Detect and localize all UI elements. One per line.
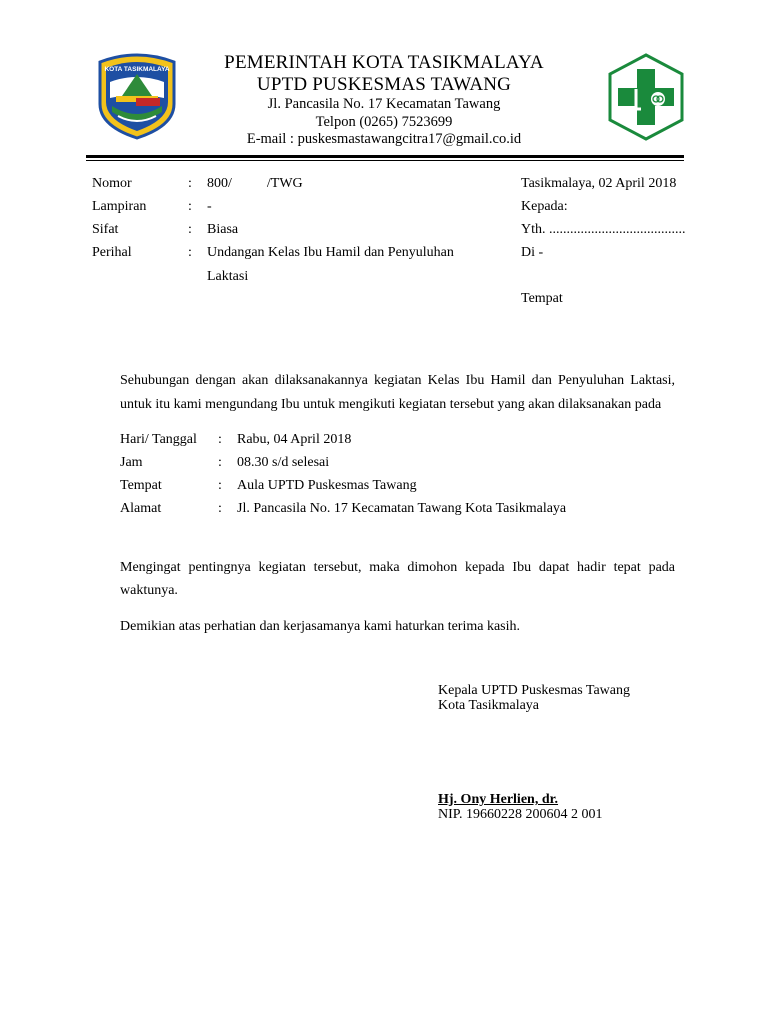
detail-label-jam: Jam	[120, 455, 143, 470]
signature-title-line1: Kepala UPTD Puskesmas Tawang	[438, 683, 631, 698]
body-para1-line2: untuk itu kami mengundang Ibu untuk mengikuti kegiatan tersebut yang akan dilaksanakan pada	[120, 397, 662, 412]
body-para2-line1: Mengingat pentingnya kegiatan tersebut, maka dimohon kepada Ibu dapat hadir tepat pada	[120, 560, 675, 575]
signatory-name: Hj. Ony Herlien, dr.	[438, 792, 559, 807]
field-value-perihal-cont: Laktasi	[207, 269, 249, 284]
detail-label-alamat: Alamat	[120, 501, 162, 516]
detail-sep-alamat: :	[218, 501, 222, 516]
detail-value-hari: Rabu, 04 April 2018	[237, 432, 352, 447]
letterhead-divider-thick	[86, 155, 684, 158]
field-value-perihal: Undangan Kelas Ibu Hamil dan Penyuluhan	[207, 245, 454, 260]
field-sep-perihal: :	[188, 245, 192, 260]
field-sep-sifat: :	[188, 222, 192, 237]
body-para3: Demikian atas perhatian dan kerjasamanya kami haturkan terima kasih.	[120, 619, 521, 634]
recipient-tempat: Tempat	[521, 291, 563, 306]
letterhead-line2: UPTD PUSKESMAS TAWANG	[256, 74, 512, 95]
detail-label-tempat: Tempat	[120, 478, 162, 493]
detail-label-hari: Hari/ Tanggal	[120, 432, 197, 447]
svg-text:KOTA TASIKMALAYA: KOTA TASIKMALAYA	[104, 66, 170, 73]
field-value-lampiran: -	[207, 199, 212, 214]
body-para1-line1: Sehubungan dengan akan dilaksanakannya kegiatan Kelas Ibu Hamil dan Penyuluhan Laktasi,	[120, 373, 675, 388]
recipient-line: Yth. .......................................	[521, 222, 686, 237]
letterhead-phone: Telpon (0265) 7523699	[315, 114, 453, 130]
signatory-nip: NIP. 19660228 200604 2 001	[438, 807, 603, 822]
recipient-di: Di -	[521, 245, 544, 260]
body-para2-line2: waktunya.	[120, 583, 178, 598]
field-value-nomor: 800/ /TWG	[207, 176, 303, 191]
signature-title-line2: Kota Tasikmalaya	[438, 698, 540, 713]
place-date: Tasikmalaya, 02 April 2018	[521, 176, 677, 191]
detail-value-alamat: Jl. Pancasila No. 17 Kecamatan Tawang Kota Tasikmalaya	[237, 501, 567, 516]
recipient-label: Kepada:	[521, 199, 568, 214]
detail-sep-tempat: :	[218, 478, 222, 493]
letterhead-divider-thin	[86, 160, 684, 161]
field-label-nomor: Nomor	[92, 176, 132, 191]
letterhead-address: Jl. Pancasila No. 17 Kecamatan Tawang	[267, 96, 501, 112]
field-sep-lampiran: :	[188, 199, 192, 214]
letterhead-line1: PEMERINTAH KOTA TASIKMALAYA	[224, 52, 544, 73]
field-value-sifat: Biasa	[207, 222, 239, 237]
letterhead-email: E-mail : puskesmastawangcitra17@gmail.co.id	[246, 131, 522, 147]
field-sep-nomor: :	[188, 176, 192, 191]
field-label-perihal: Perihal	[92, 245, 132, 260]
detail-sep-hari: :	[218, 432, 222, 447]
field-label-lampiran: Lampiran	[92, 199, 147, 214]
detail-sep-jam: :	[218, 455, 222, 470]
field-label-sifat: Sifat	[92, 222, 119, 237]
detail-value-tempat: Aula UPTD Puskesmas Tawang	[237, 478, 417, 493]
detail-value-jam: 08.30 s/d selesai	[237, 455, 330, 470]
